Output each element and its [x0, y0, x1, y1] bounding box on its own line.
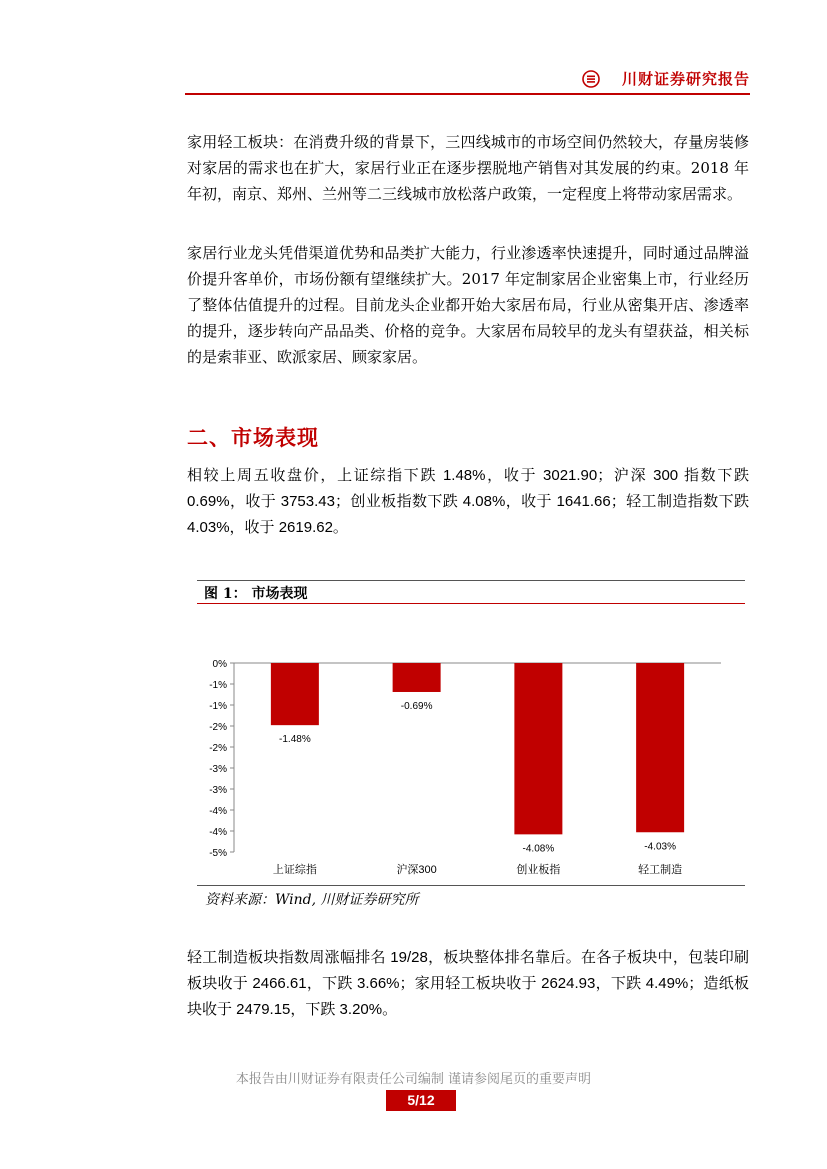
paragraph-home-light-industry: 家用轻工板块：在消费升级的背景下，三四线城市的市场空间仍然较大，存量房装修对家居的需求也在扩大，家居行业正在逐步摆脱地产销售对其发展的约束。2018 年年初，南京、郑州、兰州等二三线城市放松落户政策，一定程度上将带动家居需求。	[187, 133, 749, 203]
x-tick-label: 上证综指	[272, 864, 317, 876]
paragraph-market-summary: 相较上周五收盘价，上证综指下跌 1.48%，收于 3021.90；沪深 300 指数下跌 0.69%，收于 3753.43；创业板指数下跌 4.08%，收于 1641.66；轻工制造指数下跌 4.03%，收于 2619.62。	[187, 467, 749, 536]
y-tick-label: -1%	[209, 701, 227, 712]
footer-disclaimer: 本报告由川财证券有限责任公司编制 谨请参阅尾页的重要声明	[235, 1072, 592, 1087]
data-label: -0.69%	[400, 700, 433, 712]
figure-source: 资料来源：Wind, 川财证券研究所	[205, 892, 419, 908]
x-tick-label: 轻工制造	[638, 864, 683, 876]
header-brand: 川财证券研究报告	[621, 70, 750, 88]
bar	[271, 663, 319, 725]
paragraph-sector-detail: 轻工制造板块指数周涨幅排名 19/28，板块整体排名靠后。在各子板块中，包装印刷板块收于 2466.61，下跌 3.66%；家用轻工板块收于 2624.93，下跌 4.49%；造纸板块收于 2479.15，下跌 3.20%。	[187, 949, 749, 1018]
y-tick-label: -4%	[209, 806, 227, 817]
y-tick-label: 0%	[212, 659, 227, 670]
x-tick-label: 创业板指	[516, 864, 561, 876]
y-tick-label: -1%	[209, 680, 227, 691]
y-tick-label: -5%	[209, 848, 227, 859]
data-label: -1.48%	[279, 734, 311, 746]
report-header	[185, 62, 750, 94]
header-divider	[185, 93, 750, 95]
bar	[393, 663, 441, 692]
data-label: -4.08%	[522, 843, 555, 855]
paragraph-home-furnishing-leaders: 家居行业龙头凭借渠道优势和品类扩大能力，行业渗透率快速提升，同时通过品牌溢价提升客单价，市场份额有望继续扩大。2017 年定制家居企业密集上市，行业经历了整体估值提升的过程。目前龙头企业都开始大家居布局，行业从密集开店、渗透率的提升，逐步转向产品品类、价格的竞争。大家居布局较早的龙头有望获益，相关标的是索菲亚、欧派家居、顾家家居。	[187, 244, 749, 366]
section-title: 二、市场表现	[187, 425, 319, 450]
chuancai-logo-icon	[582, 70, 600, 88]
page-number: 5/12	[386, 1090, 456, 1111]
market-performance-chart	[197, 650, 745, 882]
bar	[514, 663, 562, 834]
x-tick-label: 沪深300	[396, 864, 437, 876]
figure-title-rule	[197, 603, 745, 604]
bar	[636, 663, 684, 832]
figure-title: 图 1： 市场表现	[204, 586, 308, 602]
y-tick-label: -3%	[209, 785, 227, 796]
figure-bottom-rule	[197, 885, 745, 886]
figure-top-rule	[197, 580, 745, 581]
y-tick-label: -2%	[209, 722, 227, 733]
y-tick-label: -4%	[209, 827, 227, 838]
y-tick-label: -3%	[209, 764, 227, 775]
data-label: -4.03%	[644, 841, 676, 853]
y-tick-label: -2%	[209, 743, 227, 754]
